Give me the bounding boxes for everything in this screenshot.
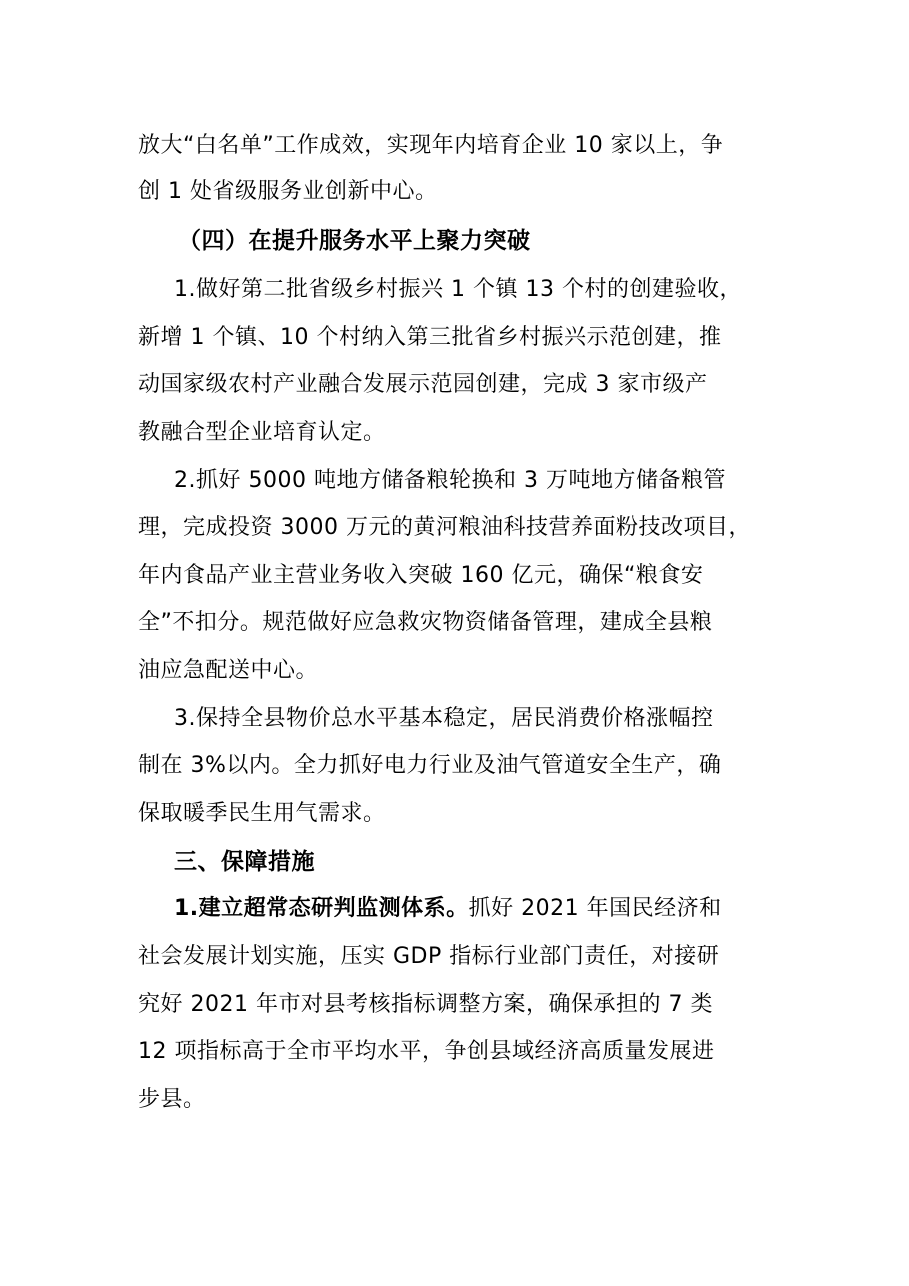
item-2-line-5: 油应急配送中心。 [138,658,319,683]
measure-1-lead: 1.建立超常态研判监测体系。 [174,896,469,921]
paragraph-1-line-1: 放大“白名单”工作成效，实现年内培育企业 10 家以上，争 [138,133,724,158]
measure-1-line-1 [174,894,814,924]
measure-1-line-1-rest: 抓好 2021 年国民经济和 [468,896,722,921]
section-3-heading: 三、保障措施 [174,849,315,875]
item-3-line-2: 制在 3%以内。全力抓好电力行业及油气管道安全生产，确 [138,753,722,778]
measure-1-line-4: 12 项指标高于全市平均水平，争创县域经济高质量发展进 [138,1039,715,1064]
item-2-line-4: 全”不扣分。规范做好应急救灾物资储备管理，建成全县粮 [138,610,713,635]
item-3-line-3: 保取暖季民生用气需求。 [138,801,386,826]
measure-1-line-5: 步县。 [138,1087,206,1112]
item-1-line-1: 1.做好第二批省级乡村振兴 1 个镇 13 个村的创建验收， [174,277,742,302]
item-2-line-3: 年内食品产业主营业务收入突破 160 亿元，确保“粮食安 [138,563,704,588]
item-1-line-3: 动国家级农村产业融合发展示范园创建，完成 3 家市级产 [138,372,708,397]
item-3-line-1: 3.保持全县物价总水平基本稳定，居民消费价格涨幅控 [174,706,714,731]
item-2-line-2: 理，完成投资 3000 万元的黄河粮油科技营养面粉技改项目， [138,515,751,540]
item-1-line-2: 新增 1 个镇、10 个村纳入第三批省乡村振兴示范创建，推 [138,325,722,350]
item-2-line-1: 2.抓好 5000 吨地方储备粮轮换和 3 万吨地方储备粮管 [174,468,726,493]
paragraph-1-line-2: 创 1 处省级服务业创新中心。 [138,179,438,204]
measure-1-line-2: 社会发展计划实施，压实 GDP 指标行业部门责任，对接研 [138,944,720,969]
section-heading-4: （四）在提升服务水平上聚力突破 [178,228,531,254]
item-1-line-4: 教融合型企业培育认定。 [138,420,386,445]
measure-1-line-3: 究好 2021 年市对县考核指标调整方案，确保承担的 7 类 [138,992,713,1017]
